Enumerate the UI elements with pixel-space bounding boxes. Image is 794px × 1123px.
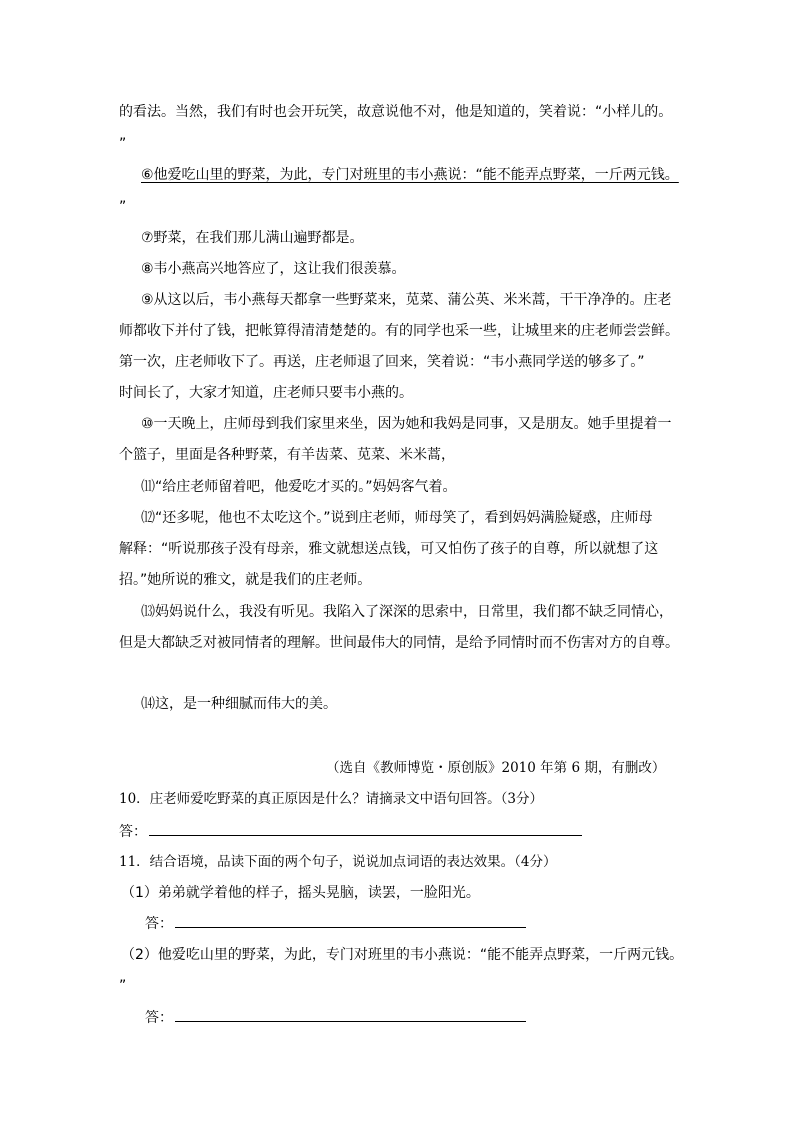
answer-label: 答： (145, 1010, 173, 1026)
answer-blank[interactable] (149, 821, 582, 836)
passage-line: ⑧韦小燕高兴地答应了，这让我们很羡慕。 (141, 261, 406, 277)
passage-line: ⑾“给庄老师留着吧，他爱吃才买的。”妈妈客气着。 (141, 479, 457, 495)
answer-blank[interactable] (175, 913, 526, 928)
passage-line: 招。”她所说的雅文，就是我们的庄老师。 (119, 572, 372, 588)
question-11-1: （1）弟弟就学着他的样子，摇头晃脑，读罢，一脸阳光。 (121, 885, 480, 901)
passage-line: 时间长了，大家才知道，庄老师只要韦小燕的。 (119, 385, 413, 401)
question-11-2: （2）他爱吃山里的野菜，为此，专门对班里的韦小燕说：“能不能弄点野菜，一斤两元钱。 (121, 947, 684, 963)
passage-line: 的看法。当然，我们有时也会开玩笑，故意说他不对，他是知道的，笑着说：“小样儿的。 (119, 104, 673, 120)
passage-line: 第一次，庄老师收下了。再送，庄老师退了回来，笑着说：“韦小燕同学送的够多了。” (119, 354, 645, 370)
passage-line: 但是大都缺乏对被同情者的理解。世间最伟大的同情，是给予同情时而不伤害对方的自尊。 (119, 635, 679, 651)
passage-line: ⑿“还多呢，他也不太吃这个。”说到庄老师，师母笑了，看到妈妈满脸疑惑，庄师母 (141, 510, 653, 526)
question-11: 11．结合语境，品读下面的两个句子，说说加点词语的表达效果。（4分） (119, 854, 557, 870)
passage-line: ⒀妈妈说什么，我没有听见。我陷入了深深的思索中，日常里，我们都不缺乏同情心， (141, 604, 673, 620)
answer-row (145, 913, 526, 934)
passage-line: ” (119, 199, 127, 215)
passage-line: ⒁这，是一种细腻而伟大的美。 (141, 696, 337, 712)
answer-blank[interactable] (175, 1007, 526, 1022)
question-10: 10．庄老师爱吃野菜的真正原因是什么？请摘录文中语句回答。（3分） (119, 791, 544, 807)
passage-line: 解释：“听说那孩子没有母亲，雅文就想送点钱，可又怕伤了孩子的自尊，所以就想了这 (119, 541, 659, 557)
passage-line: ⑩一天晚上，庄师母到我们家里来坐，因为她和我妈是同事，又是朋友。她手里提着一 (141, 416, 672, 432)
question-line: ” (119, 978, 127, 994)
answer-label: 答： (145, 916, 173, 932)
answer-row (119, 821, 582, 842)
passage-line: ⑦野菜，在我们那儿满山遍野都是。 (141, 230, 364, 246)
passage-line: ⑨从这以后，韦小燕每天都拿一些野菜来，苋菜、蒲公英、米米蒿，干干净净的。庄老 (141, 292, 672, 308)
passage-line: ” (119, 136, 127, 152)
answer-row (145, 1007, 526, 1028)
passage-line: 个篮子，里面是各种野菜，有羊齿菜、苋菜、米米蒿， (119, 447, 455, 463)
passage-line: 师都收下并付了钱，把帐算得清清楚楚的。有的同学也采一些，让城里来的庄老师尝尝鲜。 (119, 323, 679, 339)
underlined-sentence: ⑥他爱吃山里的野菜，为此，专门对班里的韦小燕说：“能不能弄点野菜，一斤两元钱。 (141, 167, 679, 183)
answer-label: 答： (119, 824, 147, 840)
source-citation: （选自《教师博览・原创版》2010 年第 6 期，有删改） (326, 760, 666, 776)
